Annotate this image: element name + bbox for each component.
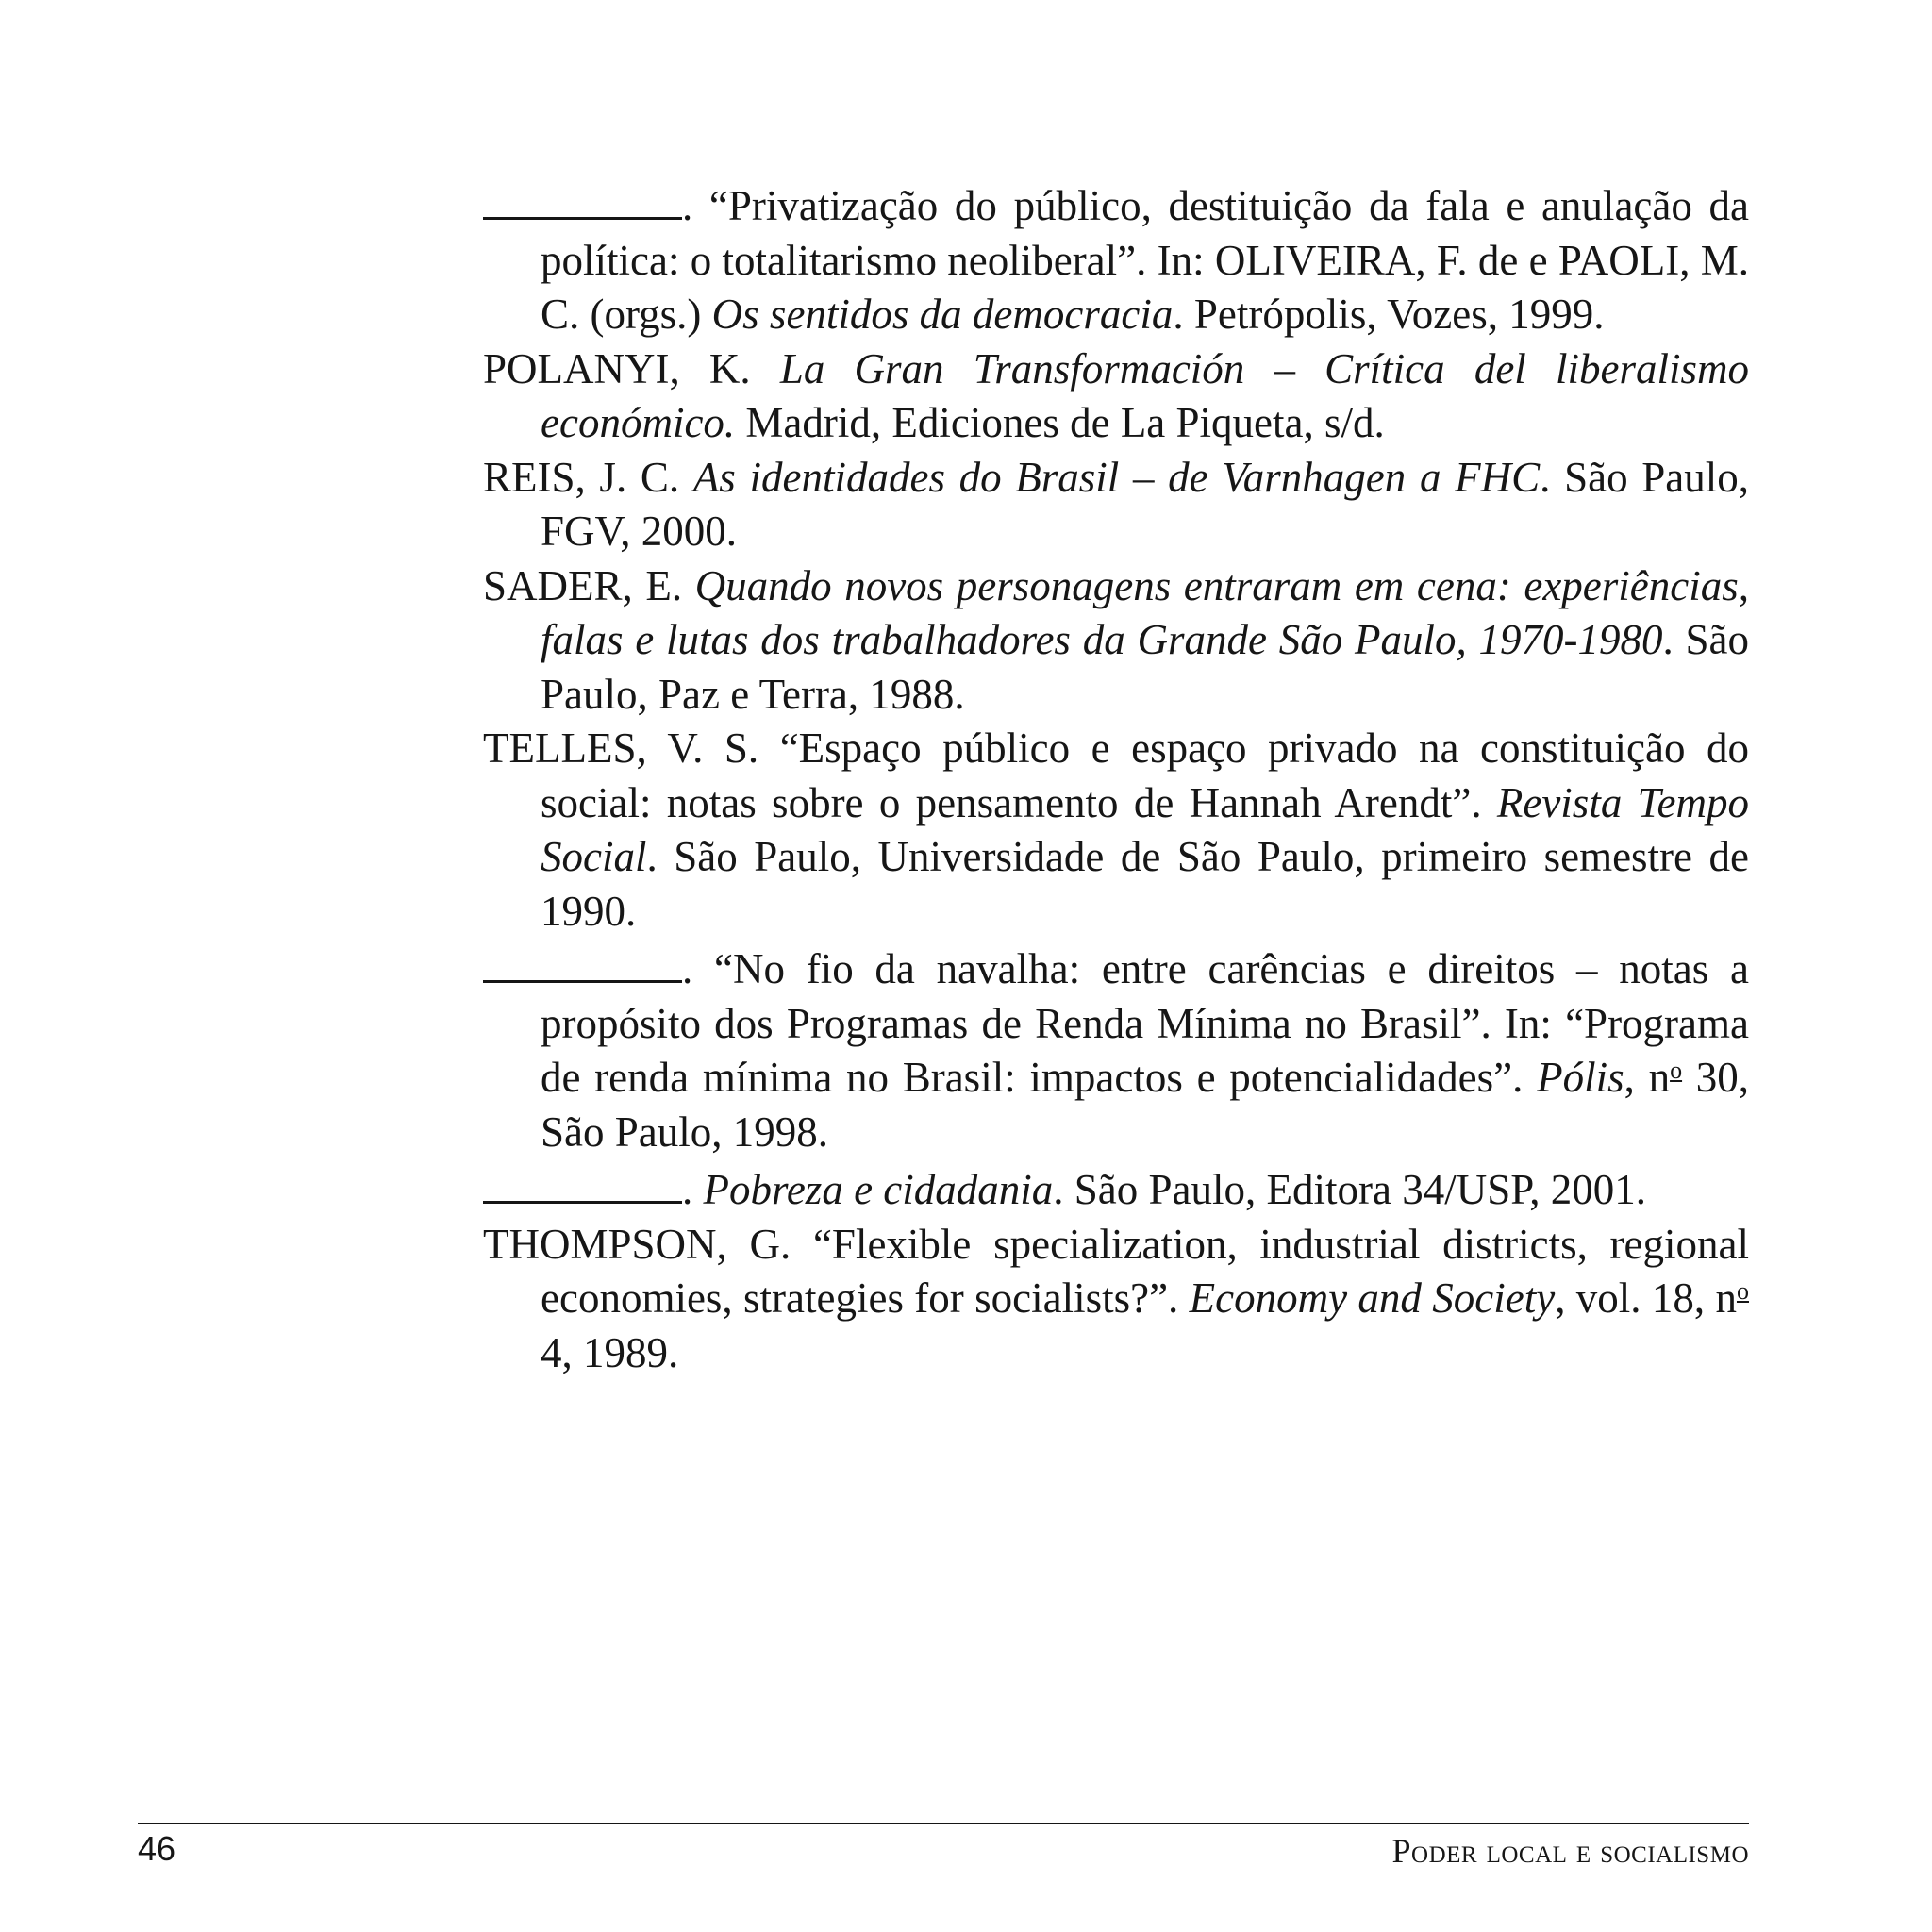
reference-entry (483, 175, 1749, 342)
reference-entry (483, 939, 1749, 1159)
reference-number-suffix: 4, 1989. (541, 1328, 679, 1376)
number-abbreviation: n (1648, 1054, 1671, 1101)
reference-entry (483, 1218, 1749, 1381)
running-title: Poder local e socialismo (1391, 1832, 1749, 1870)
reference-entry (483, 451, 1749, 559)
number-abbreviation: n (1715, 1274, 1737, 1322)
repeated-author-line (483, 1159, 682, 1204)
reference-entry (483, 342, 1749, 451)
reference-suffix: . São Paulo, Editora 34/USP, 2001. (1053, 1166, 1647, 1213)
repeated-author-line (483, 175, 682, 220)
reference-entry (483, 559, 1749, 723)
reference-title: La Gran Transformación – Crítica del liberalismo económico. (541, 344, 1749, 446)
reference-entry (483, 1159, 1749, 1218)
reference-prefix: . (682, 1166, 704, 1213)
ordinal-indicator: o (1670, 1057, 1683, 1084)
reference-author: REIS, J. C. (483, 453, 693, 501)
reference-number-suffix: 30, São Paulo, 1998. (541, 1054, 1750, 1156)
reference-author: THOMPSON, G. (483, 1220, 813, 1268)
page-number: 46 (138, 1829, 176, 1868)
reference-prefix: “Espaço público e espaço privado na constituição do social: notas sobre o pensamento de Hannah Arendt”. (541, 724, 1749, 826)
reference-title: Pobreza e cidadania (703, 1166, 1054, 1213)
reference-author: POLANYI, K. (483, 344, 780, 392)
reference-prefix: . “No fio da navalha: entre carências e direitos – notas a propósito dos Programas de Renda Mínima no Brasil”. In: “Programa de renda mínima no Brasil: impactos e potencialidades”. (541, 945, 1749, 1101)
reference-entry (483, 722, 1749, 939)
reference-prefix: “Flexible specialization, industrial districts, regional economies, strategies for socialists?”. (541, 1220, 1749, 1322)
repeated-author-line (483, 939, 682, 983)
reference-suffix: . Petrópolis, Vozes, 1999. (1173, 291, 1605, 338)
reference-title: As identidades do Brasil – de Varnhagen a FHC (692, 453, 1541, 501)
reference-suffix: . São Paulo, Universidade de São Paulo, primeiro semestre de 1990. (541, 833, 1749, 935)
reference-author: TELLES, V. S. (483, 724, 780, 772)
reference-title: Revista Tempo Social (541, 778, 1749, 880)
reference-title: Economy and Society (1189, 1274, 1556, 1322)
footer-rule (138, 1823, 1749, 1824)
reference-suffix: . São Paulo, Paz e Terra, 1988. (541, 616, 1750, 718)
reference-suffix: , (1624, 1054, 1635, 1101)
reference-suffix: Madrid, Ediciones de La Piqueta, s/d. (735, 399, 1385, 446)
reference-suffix: , vol. 18, (1555, 1274, 1716, 1322)
reference-list (483, 175, 1749, 1380)
reference-title: Os sentidos da democracia (711, 291, 1174, 338)
reference-suffix: . São Paulo, FGV, 2000. (541, 453, 1749, 555)
ordinal-indicator: o (1736, 1277, 1749, 1305)
reference-title: Quando novos personagens entraram em cena: experiências, falas e lutas dos trabalhadores da Grande São Paulo, 1970-1980 (541, 561, 1750, 663)
reference-prefix: . “Privatização do público, destituição da fala e anulação da política: o totalitarismo neoliberal”. In: OLIVEIRA, F. de e PAOLI, M. C. (orgs.) (541, 182, 1749, 338)
reference-title: Pólis (1537, 1054, 1624, 1101)
reference-author: SADER, E. (483, 561, 695, 609)
